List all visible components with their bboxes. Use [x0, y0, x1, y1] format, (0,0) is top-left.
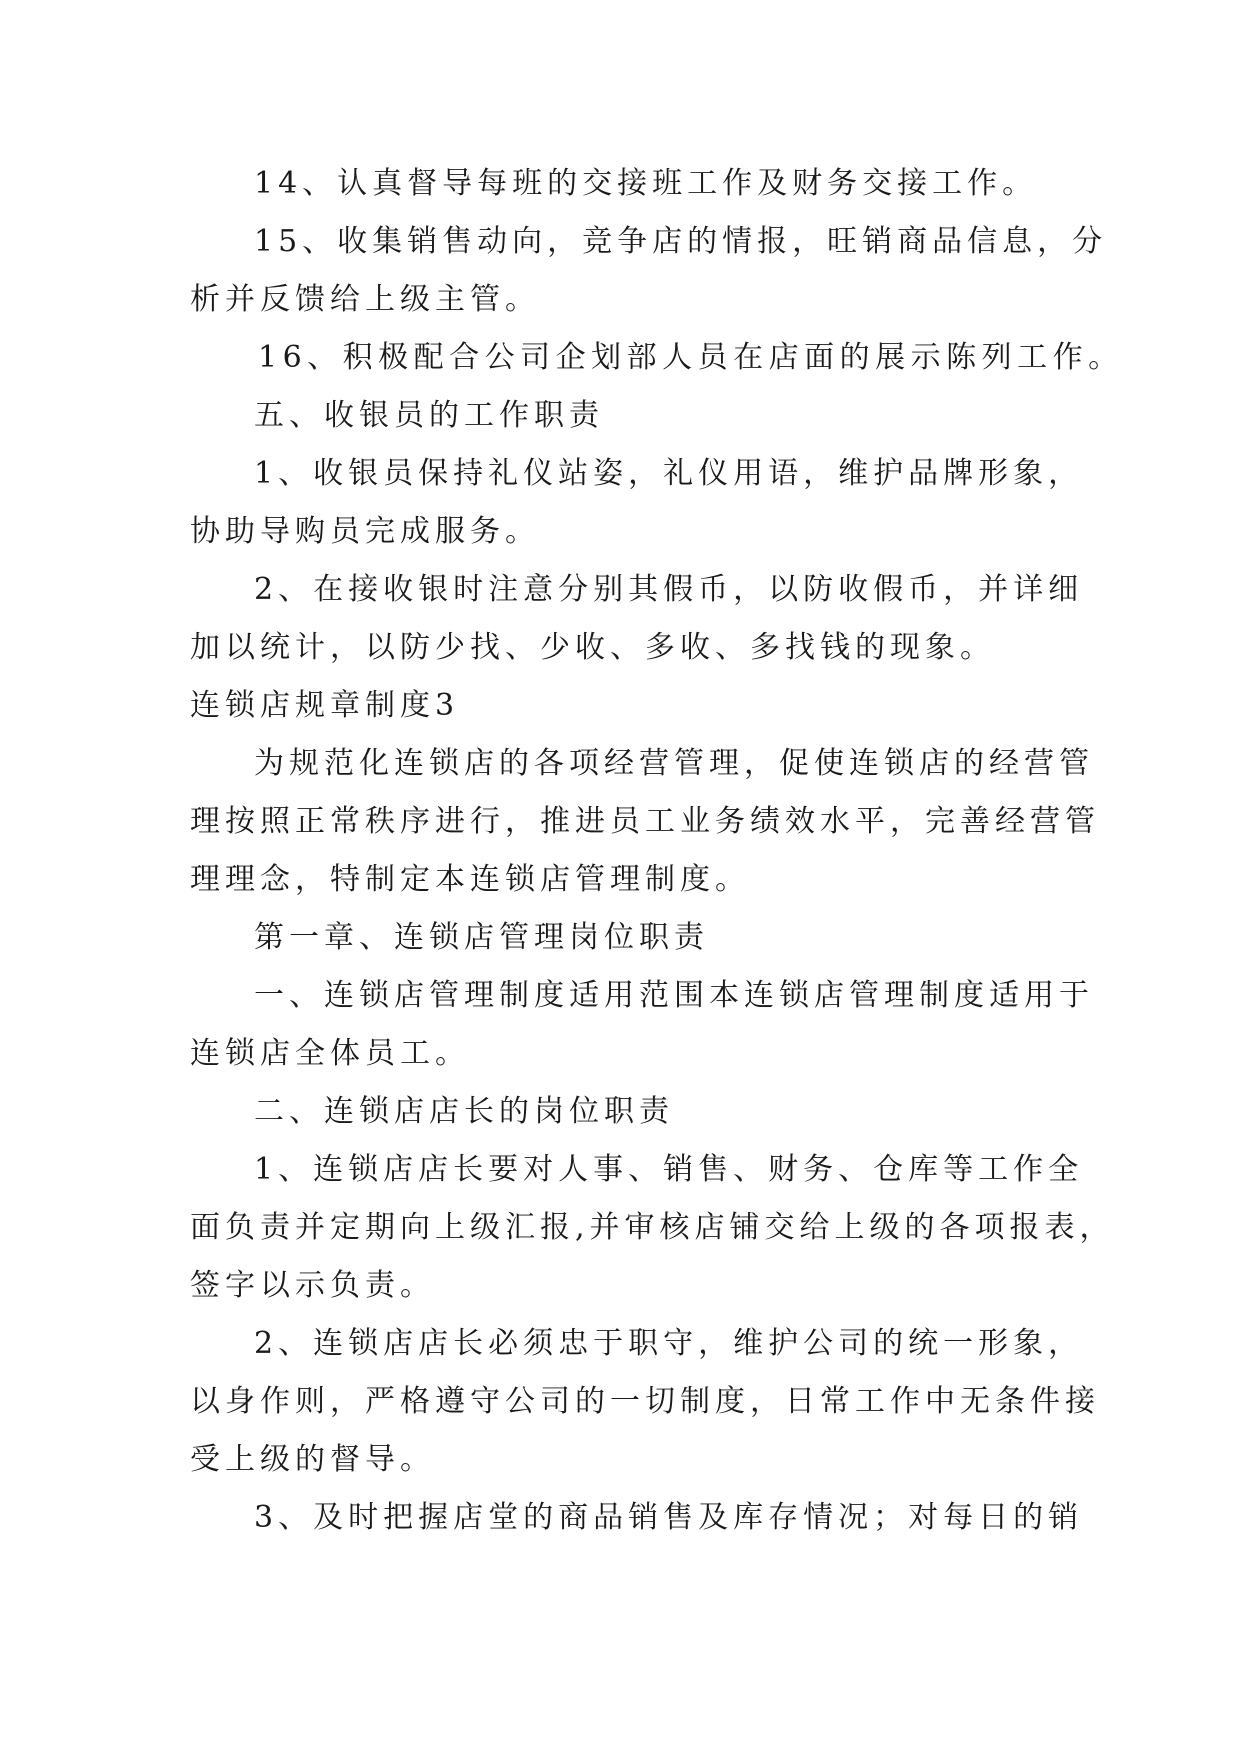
paragraph-line: 理按照正常秩序进行，推进员工业务绩效水平，完善经营管: [190, 804, 1100, 839]
paragraph-line: 签字以示负责。: [190, 1268, 435, 1303]
paragraph-line: 1、连锁店店长要对人事、销售、财务、仓库等工作全: [254, 1152, 1084, 1187]
paragraph-line: 连锁店全体员工。: [190, 1036, 470, 1071]
paragraph-line: 析并反馈给上级主管。: [190, 282, 540, 317]
paragraph-line: 2、在接收银时注意分别其假币，以防收假币，并详细: [254, 572, 1084, 607]
paragraph-line: 受上级的督导。: [190, 1442, 435, 1477]
paragraph-line: 16、积极配合公司企划部人员在店面的展示陈列工作。: [258, 340, 1124, 375]
document-body: [190, 155, 1124, 1547]
document-title: 连锁店规章制度3: [190, 688, 460, 723]
paragraph-line: 为规范化连锁店的各项经营管理，促使连锁店的经营管: [254, 746, 1094, 781]
paragraph-line: 1、收银员保持礼仪站姿，礼仪用语，维护品牌形象，: [254, 456, 1084, 491]
section-heading: 二、连锁店店长的岗位职责: [254, 1094, 674, 1129]
paragraph-line: 理理念，特制定本连锁店管理制度。: [190, 862, 750, 897]
section-heading: 五、收银员的工作职责: [254, 398, 604, 433]
paragraph-line: 协助导购员完成服务。: [190, 514, 540, 549]
paragraph-line: 面负责并定期向上级汇报,并审核店铺交给上级的各项报表，: [190, 1210, 1115, 1245]
chapter-heading: 第一章、连锁店管理岗位职责: [254, 920, 709, 955]
paragraph-line: 一、连锁店管理制度适用范围本连锁店管理制度适用于: [254, 978, 1094, 1013]
paragraph-line: 加以统计，以防少找、少收、多收、多找钱的现象。: [190, 630, 995, 665]
paragraph-line: 3、及时把握店堂的商品销售及库存情况；对每日的销: [254, 1500, 1084, 1535]
paragraph-line: 2、连锁店店长必须忠于职守，维护公司的统一形象，: [254, 1326, 1084, 1361]
paragraph-line: 15、收集销售动向，竞争店的情报，旺销商品信息，分: [254, 224, 1108, 259]
paragraph-line: 以身作则，严格遵守公司的一切制度，日常工作中无条件接: [190, 1384, 1100, 1419]
paragraph-line: 14、认真督导每班的交接班工作及财务交接工作。: [254, 166, 1038, 201]
